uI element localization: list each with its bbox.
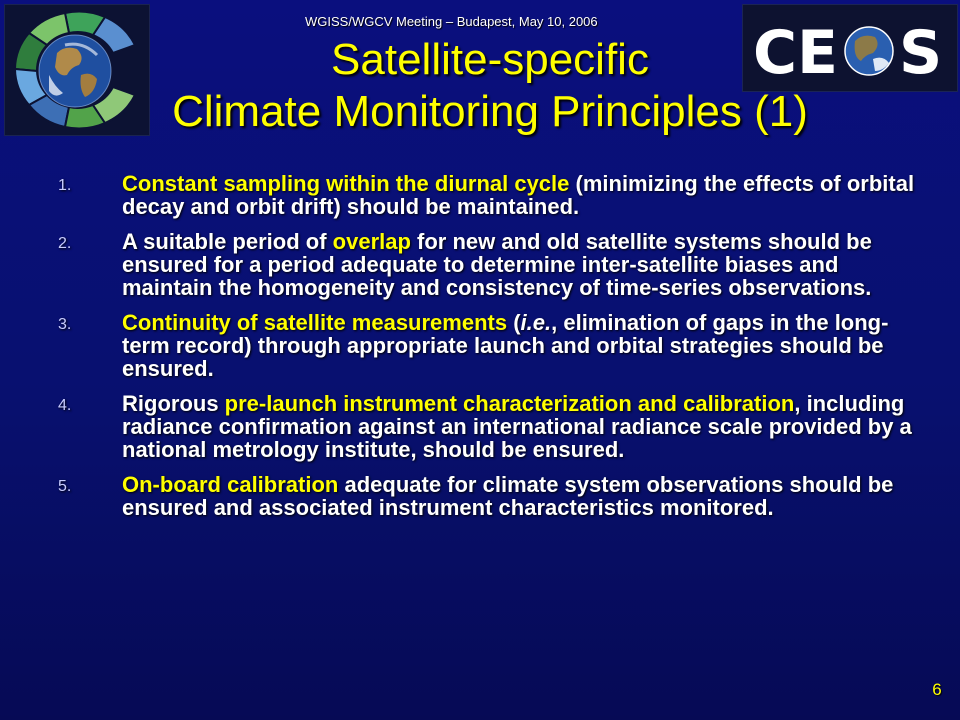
principle-item-2 [58,230,920,299]
principle-text-a: ( [507,310,521,335]
item-number: 5. [58,478,72,495]
principle-text-b: , elimination of gaps in the long-term record) through appropriate launch and orbital strategies should be ensured. [122,310,889,381]
principle-item-1 [58,172,920,218]
principle-item-5 [58,473,920,519]
principle-highlight: Constant sampling within the diurnal cycle [122,171,570,196]
slide-title-line-1: Satellite-specific [331,35,649,84]
slide-title [150,34,830,138]
principle-highlight: Continuity of satellite measurements [122,310,508,335]
item-number: 4. [58,397,72,414]
principle-text: adequate for climate system observations should be ensured and associated instrument characteristics monitored. [122,472,894,520]
principle-highlight: overlap [332,229,411,254]
slide-title-line-2: Climate Monitoring Principles (1) [172,87,808,136]
ceos-globe-logo [4,4,150,136]
svg-text:S: S [899,18,943,88]
principle-highlight: On-board calibration [122,472,339,497]
svg-text:E: E [797,18,838,88]
principle-item-4 [58,392,920,461]
principle-text: for new and old satellite systems should be ensured for a period adequate to determine inter-satellite biases and maintain the homogeneity and consistency of time-series observations. [122,229,872,300]
item-number: 1. [58,177,72,194]
principle-item-3 [58,311,920,380]
principle-text: , including radiance confirmation against an international radiance scale provided by a national metrology institute, should be ensured. [122,391,912,462]
page-number: 6 [932,680,942,699]
ceos-globe-c-icon [5,5,149,135]
principle-italic: i.e. [520,310,552,335]
item-number: 2. [58,235,72,252]
svg-text:C: C [753,18,798,88]
principle-highlight: pre-launch instrument characterization and calibration [224,391,795,416]
principle-prefix: A suitable period of [122,229,333,254]
principle-text: (minimizing the effects of orbital decay and orbit drift) should be maintained. [122,171,915,219]
meeting-header: WGISS/WGCV Meeting – Budapest, May 10, 2006 [305,14,598,29]
item-number: 3. [58,316,72,333]
principle-prefix: Rigorous [122,391,225,416]
principles-list [58,172,920,531]
